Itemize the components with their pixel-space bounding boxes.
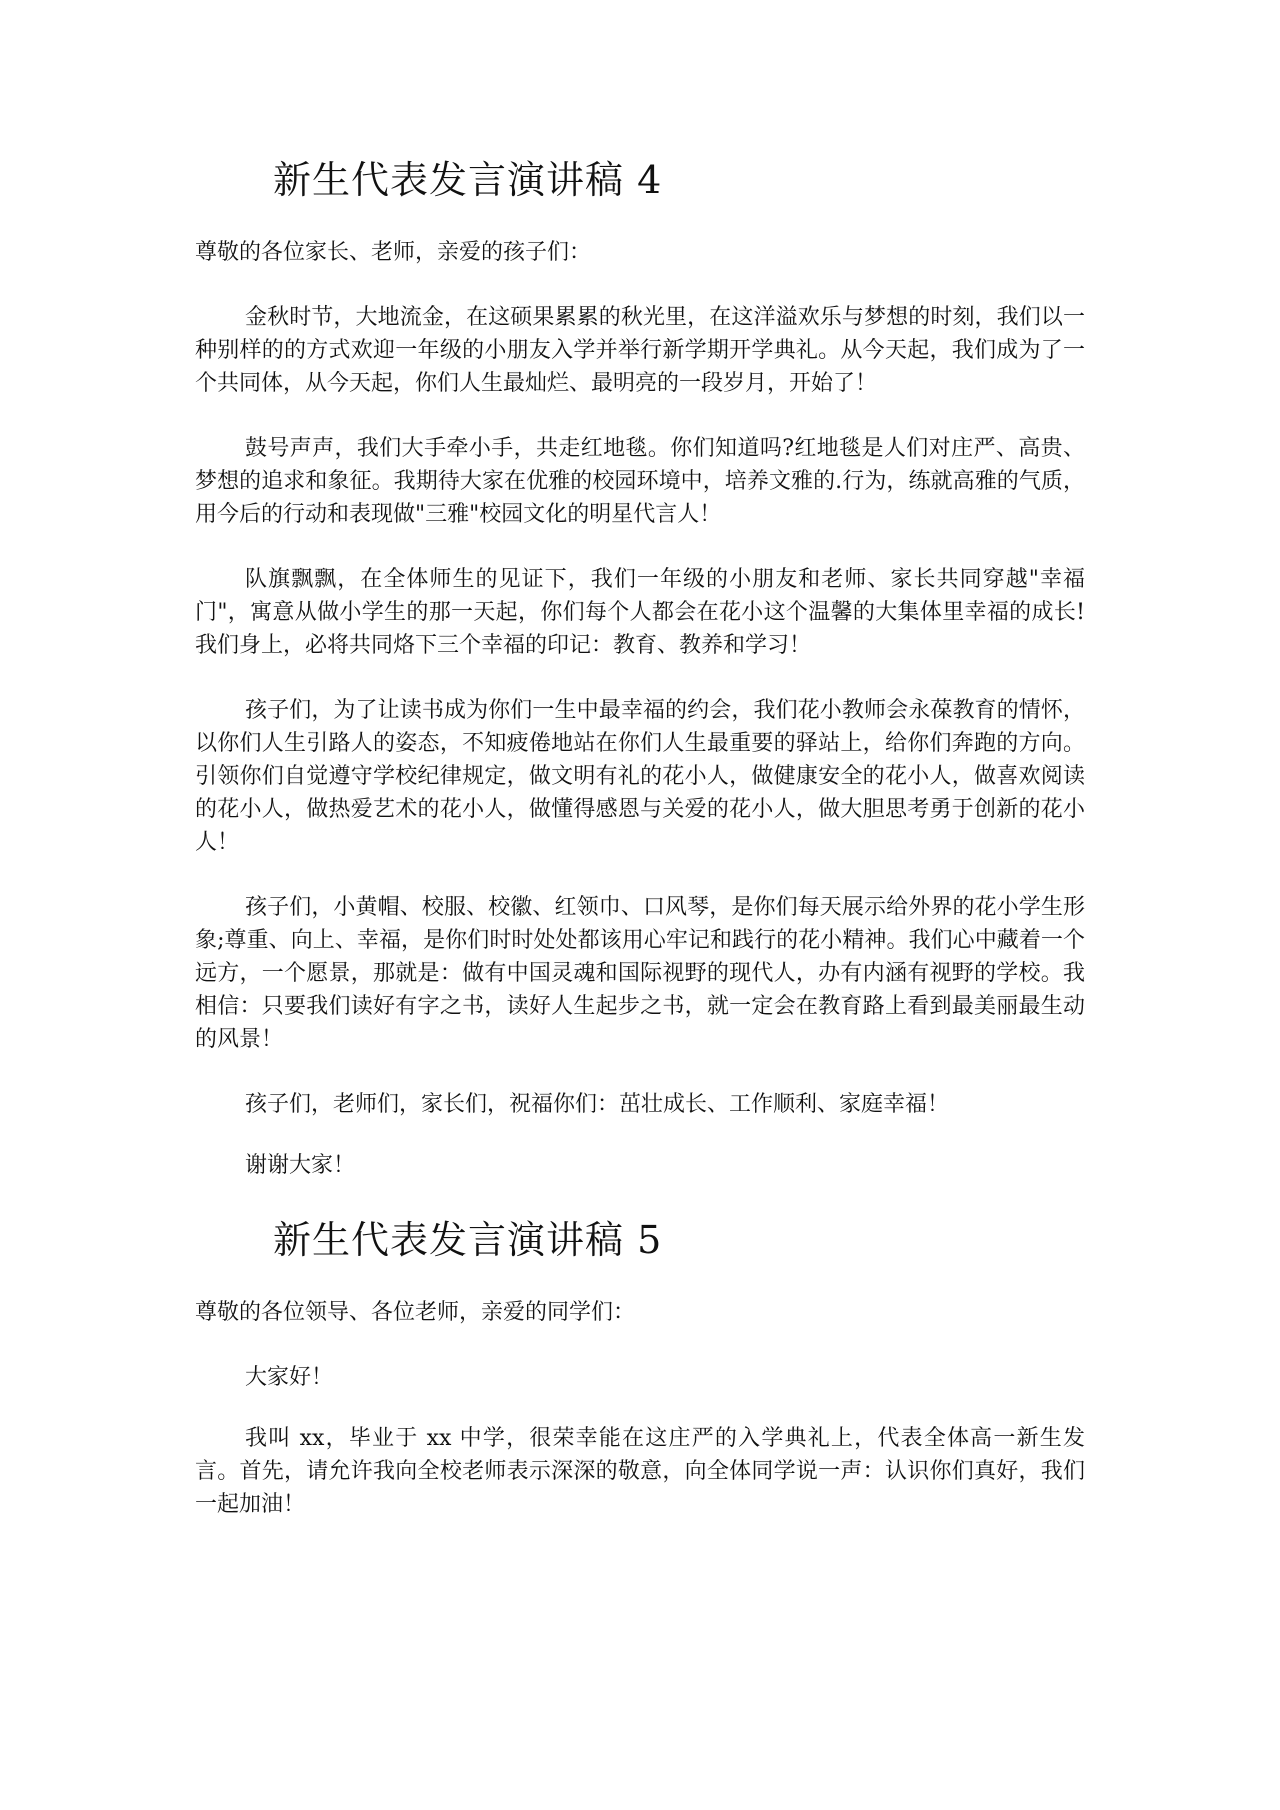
paragraph: 孩子们，为了让读书成为你们一生中最幸福的约会，我们花小教师会永葆教育的情怀，以你们人生引路人的姿态，不知疲倦地站在你们人生最重要的驿站上，给你们奔跑的方向。引领你们自觉遵守学校纪律规定，做文明有礼的花小人，做健康安全的花小人，做喜欢阅读的花小人，做热爱艺术的花小人，做懂得感恩与关爱的花小人，做大胆思考勇于创新的花小人！ bbox=[195, 698, 1085, 855]
salutation: 尊敬的各位领导、各位老师，亲爱的同学们： bbox=[195, 1300, 636, 1325]
paragraph: 我叫 xx，毕业于 xx 中学，很荣幸能在这庄严的入学典礼上，代表全体高一新生发言。首先，请允许我向全校老师表示深深的敬意，向全体同学说一声：认识你们真好，我们一起加油！ bbox=[195, 1426, 1085, 1517]
paragraph-blessing: 孩子们，老师们，家长们，祝福你们：茁壮成长、工作顺利、家庭幸福！ bbox=[245, 1092, 950, 1117]
document-content bbox=[195, 150, 1085, 1553]
paragraph: 鼓号声声，我们大手牵小手，共走红地毯。你们知道吗?红地毯是人们对庄严、高贵、梦想的追求和象征。我期待大家在优雅的校园环境中，培养文雅的.行为，练就高雅的气质，用今后的行动和表现做"三雅"校园文化的明星代言人！ bbox=[195, 436, 1085, 527]
salutation: 尊敬的各位家长、老师，亲爱的孩子们： bbox=[195, 240, 592, 265]
section-title-5: 新生代表发言演讲稿 5 bbox=[273, 1218, 663, 1262]
paragraph: 队旗飘飘，在全体师生的见证下，我们一年级的小朋友和老师、家长共同穿越"幸福门"，寓意从做小学生的那一天起，你们每个人都会在花小这个温馨的大集体里幸福的成长!我们身上，必将共同烙下三个幸福的印记：教育、教养和学习！ bbox=[195, 567, 1085, 658]
paragraph-thanks: 谢谢大家！ bbox=[245, 1153, 356, 1178]
paragraph: 金秋时节，大地流金，在这硕果累累的秋光里，在这洋溢欢乐与梦想的时刻，我们以一种别样的的方式欢迎一年级的小朋友入学并举行新学期开学典礼。从今天起，我们成为了一个共同体，从今天起，你们人生最灿烂、最明亮的一段岁月，开始了！ bbox=[195, 305, 1085, 396]
paragraph: 孩子们，小黄帽、校服、校徽、红领巾、口风琴，是你们每天展示给外界的花小学生形象;尊重、向上、幸福，是你们时时处处都该用心牢记和践行的花小精神。我们心中藏着一个远方，一个愿景，那就是：做有中国灵魂和国际视野的现代人，办有内涵有视野的学校。我相信：只要我们读好有字之书，读好人生起步之书，就一定会在教育路上看到最美丽最生动的风景！ bbox=[195, 895, 1085, 1052]
paragraph-greeting: 大家好！ bbox=[245, 1365, 334, 1390]
section-title-4: 新生代表发言演讲稿 4 bbox=[273, 158, 663, 202]
